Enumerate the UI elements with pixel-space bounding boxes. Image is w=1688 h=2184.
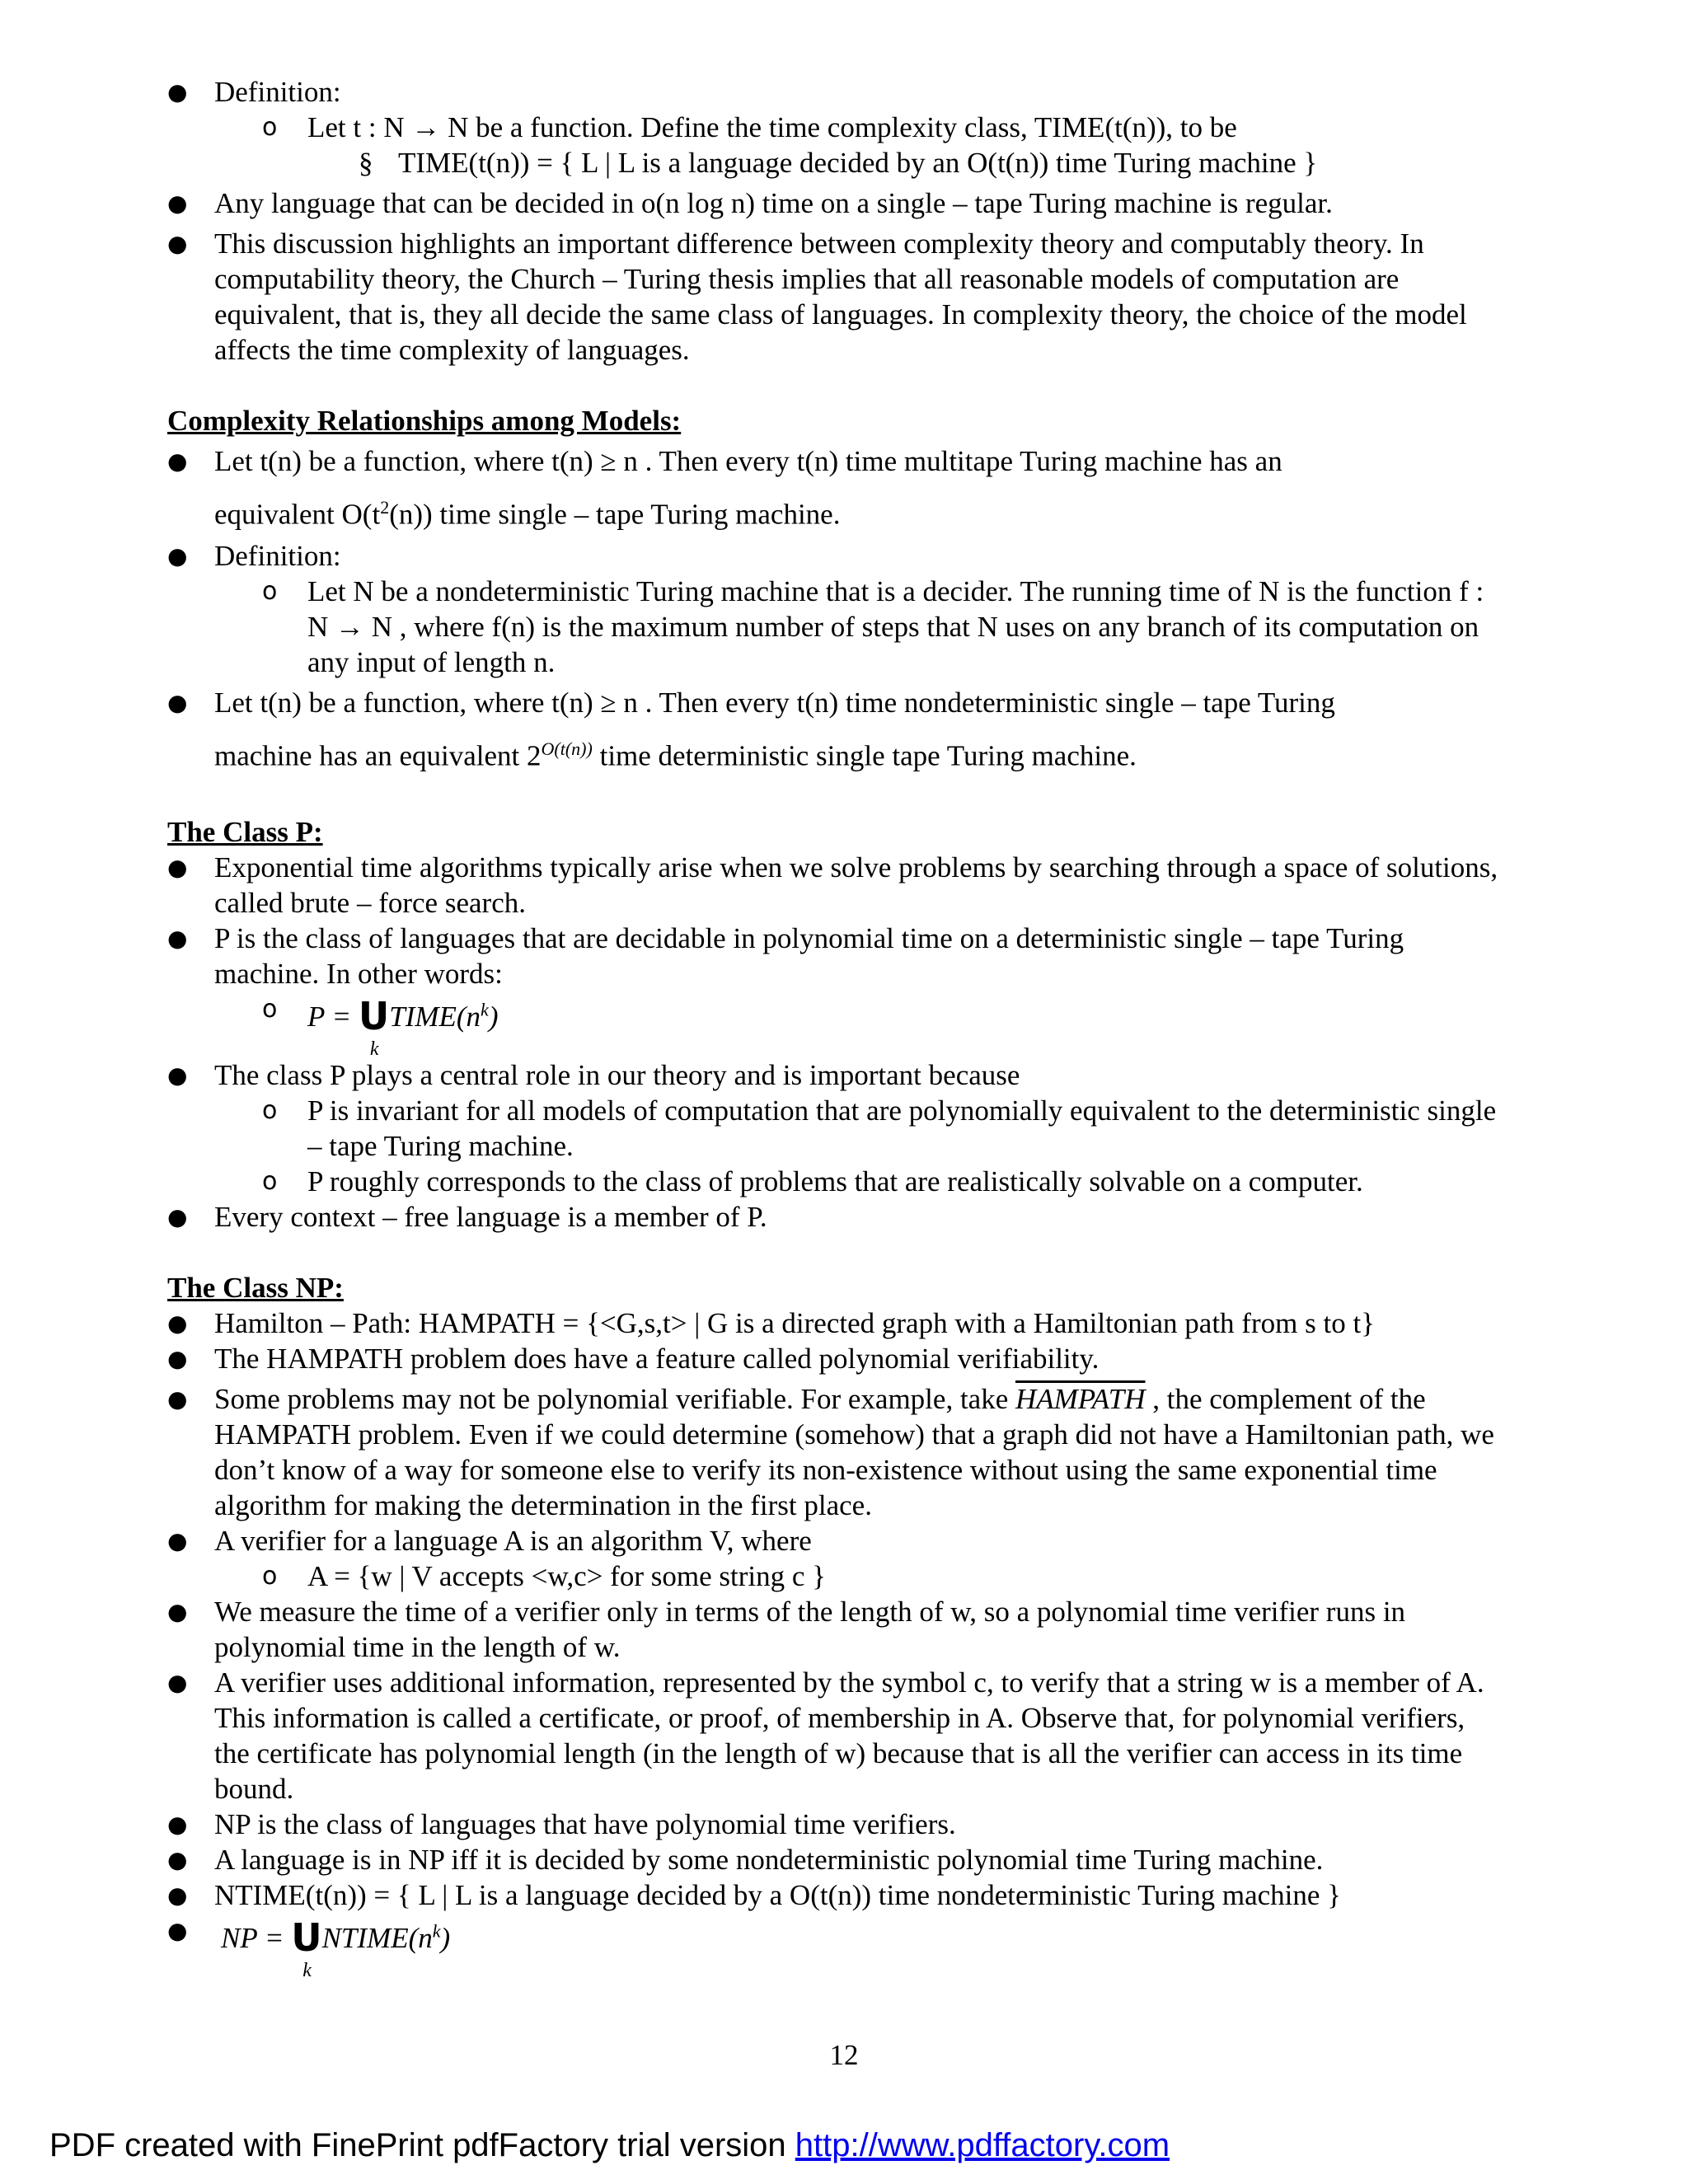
np-iff-text: A language is in NP iff it is decided by some nondeterministic polynomial time Turing machine.	[214, 1843, 1324, 1876]
class-np-list	[167, 1305, 1503, 1981]
superscript: k	[481, 999, 489, 1020]
definition-label: Definition:	[214, 539, 341, 572]
multitape-text: Let t(n) be a function, where t(n) ≥ n . Then every t(n) time multitape Turing machine has an	[214, 445, 1282, 477]
circle-bullet-icon: o	[262, 576, 278, 606]
section-heading-models: Complexity Relationships among Models:	[167, 405, 682, 437]
union-subscript: k	[302, 1959, 312, 1981]
list-item	[167, 1381, 1503, 1523]
multitape-text-cont: equivalent O(t	[214, 498, 381, 531]
list-item	[167, 145, 1503, 180]
verifier-definition: A verifier for a language A is an algorithm V, where	[214, 1524, 812, 1557]
superscript: k	[432, 1919, 441, 1941]
class-p-definition: P is the class of languages that are decidable in polynomial time on a deterministic single – tape Turing machine. In other words:	[214, 922, 1404, 991]
footer-text: PDF created with FinePrint pdfFactory trial version	[49, 2127, 795, 2163]
bullet-icon: ●	[167, 448, 188, 475]
formula-close: )	[440, 1921, 451, 1954]
circle-bullet-icon: o	[262, 1561, 278, 1591]
bullet-icon: ●	[167, 1344, 188, 1372]
certificate-text: A verifier uses additional information, represented by the symbol c, to verify that a string w is a member of A. This information is called a certificate, or proof, of membership in A. Observe that, for polynomial verifiers, the certificate has polynomial length (in the length of w) because that is all the verifier can access in its time bound.	[214, 1666, 1484, 1805]
list-item	[167, 438, 1503, 538]
circle-bullet-icon: o	[262, 1166, 278, 1196]
section-heading-class-p: The Class P:	[167, 816, 323, 849]
circle-bullet-icon: o	[262, 1095, 278, 1125]
list-item	[167, 1807, 1503, 1842]
bullet-icon: ●	[167, 1385, 188, 1413]
formula-right: TIME(n	[389, 1000, 481, 1033]
discussion-paragraph: This discussion highlights an important difference between complexity theory and computably theory. In computability theory, the Church – Turing thesis implies that all reasonable models of computation are equivalent, that is, they all decide the same class of languages. In complexity theory, the choice of the model affects the time complexity of languages.	[214, 227, 1467, 366]
formula-left: NP =	[221, 1921, 292, 1954]
exponential-text: Exponential time algorithms typically arise when we solve problems by searching through a space of solutions, called brute – force search.	[214, 851, 1498, 920]
central-role-text: The class P plays a central role in our theory and is important because	[214, 1058, 1020, 1091]
np-definition: NP is the class of languages that have polynomial time verifiers.	[214, 1807, 956, 1840]
list-item	[167, 180, 1503, 226]
invariant-text: P is invariant for all models of computation that are polynomially equivalent to the deterministic single – tape Turing machine.	[307, 1094, 1497, 1162]
nondet-text-cont: machine has an equivalent 2	[214, 739, 542, 772]
bullet-icon: ●	[167, 1526, 188, 1554]
list-item	[167, 991, 1503, 1060]
list-item	[167, 1341, 1503, 1381]
list-item	[167, 574, 1503, 680]
verifier-language: A = {w | V accepts <w,c> for some string c }	[307, 1559, 826, 1592]
running-time-definition: Let N be a nondeterministic Turing machine that is a decider. The running time of N is the function f : N → N , where f(n) is the maximum number of steps that N uses on any branch of its computation on any input of length n.	[307, 574, 1484, 678]
list-item	[167, 74, 1503, 110]
bullet-icon: ●	[167, 854, 188, 882]
superscript: 2	[380, 497, 390, 518]
superscript: O(t(n))	[541, 738, 593, 759]
list-item	[167, 1523, 1503, 1558]
list-item	[167, 1877, 1503, 1913]
hampath-definition: Hamilton – Path: HAMPATH = {<G,s,t> | G is a directed graph with a Hamiltonian path from s to t}	[214, 1306, 1375, 1339]
union-symbol: U k	[291, 1920, 321, 1956]
page-content	[167, 74, 1503, 1981]
bullet-icon: ●	[167, 1309, 188, 1337]
realistic-text: P roughly corresponds to the class of problems that are realistically solvable on a computer.	[307, 1165, 1363, 1197]
formula-left: P =	[307, 1000, 359, 1033]
list-item	[167, 921, 1503, 991]
pdf-footer	[49, 2128, 1170, 2163]
bullet-icon: ●	[167, 78, 188, 105]
time-class-definition: TIME(t(n)) = { L | L is a language decided by an O(t(n)) time Turing machine }	[398, 147, 1318, 179]
circle-bullet-icon: o	[262, 113, 278, 142]
section-bullet-icon: §	[359, 147, 373, 179]
not-verifiable-text: Some problems may not be polynomial verifiable. For example, take	[214, 1382, 1015, 1415]
list-item	[167, 1305, 1503, 1341]
list-item	[167, 1913, 1503, 1981]
definition-text: Let t : N → N be a function. Define the time complexity class, TIME(t(n)), to be	[307, 111, 1237, 143]
list-item	[167, 1057, 1503, 1093]
cfl-text: Every context – free language is a member of P.	[214, 1200, 767, 1233]
list-item	[167, 1665, 1503, 1807]
bullet-icon: ●	[167, 688, 188, 716]
list-item	[167, 226, 1503, 368]
list-item	[167, 1594, 1503, 1665]
hampath-complement: HAMPATH	[1015, 1382, 1146, 1415]
regular-statement: Any language that can be decided in o(n log n) time on a single – tape Turing machine is regular.	[214, 187, 1333, 219]
bullet-icon: ●	[167, 1845, 188, 1873]
section-heading-class-np: The Class NP:	[167, 1271, 344, 1304]
bullet-icon: ●	[167, 1881, 188, 1909]
bullet-icon: ●	[167, 541, 188, 569]
union-subscript: k	[369, 1038, 379, 1060]
not-verifiable-text-cont: , the complement of the HAMPATH problem. Even if we could determine (somehow) that a graph did not have a Hamiltonian path, we don’t know of a way for someone else to verify its non-existence without using the same exponential time algorithm for making the determination in the first place.	[214, 1382, 1494, 1521]
list-item	[167, 538, 1503, 574]
page-number: 12	[829, 2039, 859, 2071]
verifiability-text: The HAMPATH problem does have a feature called polynomial verifiability.	[214, 1342, 1100, 1375]
models-list	[167, 438, 1503, 779]
formula-right: NTIME(n	[321, 1921, 433, 1954]
bullet-icon: ●	[167, 230, 188, 257]
bullet-icon: ●	[167, 1597, 188, 1625]
pdffactory-link[interactable]: http://www.pdffactory.com	[795, 2127, 1170, 2163]
bullet-icon: ●	[167, 1061, 188, 1089]
circle-bullet-icon: o	[262, 995, 278, 1024]
union-symbol: U k	[359, 999, 389, 1034]
list-item	[167, 110, 1503, 145]
list-item	[167, 850, 1503, 921]
intro-list	[167, 74, 1503, 368]
bullet-icon: ●	[167, 1916, 188, 1944]
class-p-list	[167, 850, 1503, 1235]
nondet-text-end: time deterministic single tape Turing machine.	[592, 739, 1137, 772]
list-item	[167, 1199, 1503, 1235]
formula-close: )	[488, 1000, 499, 1033]
list-item	[167, 1842, 1503, 1877]
ntime-definition: NTIME(t(n)) = { L | L is a language decided by a O(t(n)) time nondeterministic Turing machine }	[214, 1878, 1341, 1911]
bullet-icon: ●	[167, 190, 188, 217]
definition-label: Definition:	[214, 76, 341, 108]
verifier-time-text: We measure the time of a verifier only in terms of the length of w, so a polynomial time verifier runs in polynomial time in the length of w.	[214, 1595, 1406, 1663]
list-item	[167, 1093, 1503, 1164]
multitape-text-end: (n)) time single – tape Turing machine.	[389, 498, 841, 531]
bullet-icon: ●	[167, 1202, 188, 1230]
p-formula	[307, 993, 499, 1060]
list-item	[167, 680, 1503, 780]
list-item	[167, 1164, 1503, 1199]
list-item	[167, 1558, 1503, 1594]
bullet-icon: ●	[167, 925, 188, 953]
np-formula	[214, 1915, 451, 1981]
bullet-icon: ●	[167, 1668, 188, 1696]
bullet-icon: ●	[167, 1810, 188, 1838]
nondet-text: Let t(n) be a function, where t(n) ≥ n . Then every t(n) time nondeterministic single – tape Turing	[214, 686, 1335, 719]
